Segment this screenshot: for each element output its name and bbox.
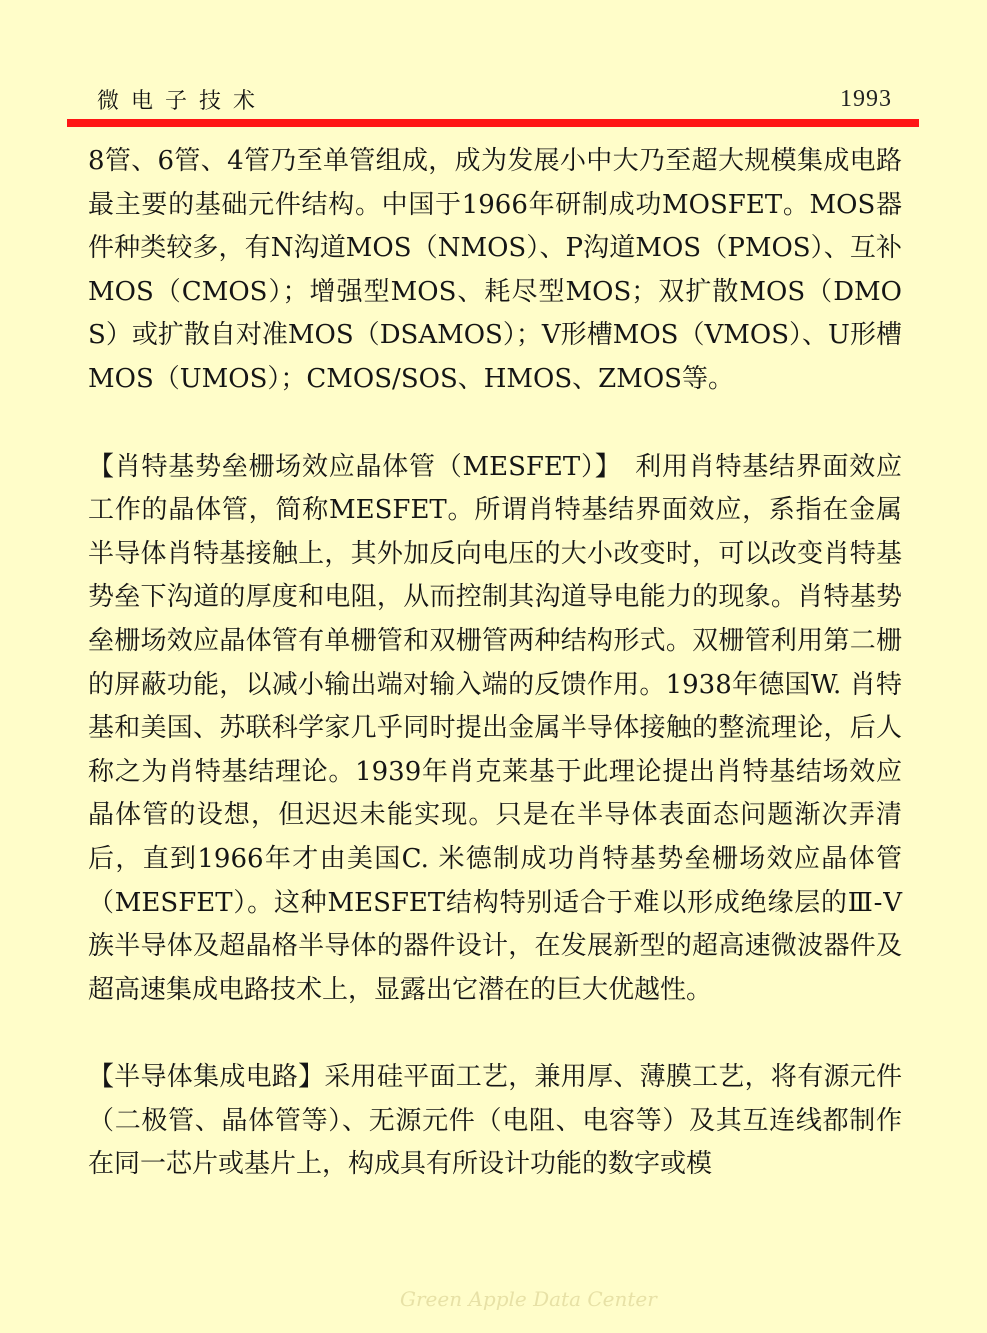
year-label: 1993 [840, 86, 892, 112]
paragraph-text: 8管、6管、4管乃至单管组成，成为发展小中大乃至超大规模集成电路最主要的基础元件结构。中国于1966年研制成功MOSFET。MOS器件种类较多，有N沟道MOS（NMOS）、P沟道MOS（PMOS）、互补MOS（CMOS）；增强型MOS、耗尽型MOS；双扩散MOS（DMOS）或扩散自对准MOS（DSAMOS）；V形槽MOS（VMOS）、U形槽MOS（UMOS）；CMOS/SOS、HMOS、ZMOS等。 [88, 146, 902, 394]
watermark-text: Green Apple Data Center [400, 1287, 657, 1311]
entry-term-semiconductor-ic: 【半导体集成电路】 [88, 1062, 325, 1093]
paragraph-mosfet-types [88, 140, 902, 402]
paragraph-mesfet [88, 446, 902, 1013]
paragraph-semiconductor-ic [88, 1056, 902, 1187]
article-body [88, 140, 902, 1187]
paragraph-text: 利用肖特基结界面效应工作的晶体管，简称MESFET。所谓肖特基结界面效应，系指在金属半导体肖特基接触上，其外加反向电压的大小改变时，可以改变肖特基势垒下沟道的厚度和电阻，从而控制其沟道导电能力的现象。肖特基势垒栅场效应晶体管有单栅管和双栅管两种结构形式。双栅管利用第二栅的屏蔽功能，以减小输出端对输入端的反馈作用。1938年德国W. 肖特基和美国、苏联科学家几乎同时提出金属半导体接触的整流理论，后人称之为肖特基结理论。1939年肖克莱基于此理论提出肖特基结场效应晶体管的设想，但迟迟未能实现。只是在半导体表面态问题渐次弄清后，直到1966年才由美国C. 米德制成功肖特基势垒栅场效应晶体管（MESFET）。这种MESFET结构特别适合于难以形成绝缘层的Ⅲ-Ⅴ族半导体及超晶格半导体的器件设计，在发展新型的超高速微波器件及超高速集成电路技术上，显露出它潜在的巨大优越性。 [88, 451, 902, 1005]
paragraph-text: 采用硅平面工艺，兼用厚、薄膜工艺，将有源元件（二极管、晶体管等）、无源元件（电阻、电容等）及其互连线都制作在同一芯片或基片上，构成具有所设计功能的数字或模 [88, 1062, 902, 1180]
entry-term-mesfet: 【肖特基势垒栅场效应晶体管（MESFET）】 [88, 451, 609, 482]
journal-title: 微电子技术 [97, 89, 268, 114]
page-header [0, 0, 987, 130]
header-rule [67, 119, 919, 127]
